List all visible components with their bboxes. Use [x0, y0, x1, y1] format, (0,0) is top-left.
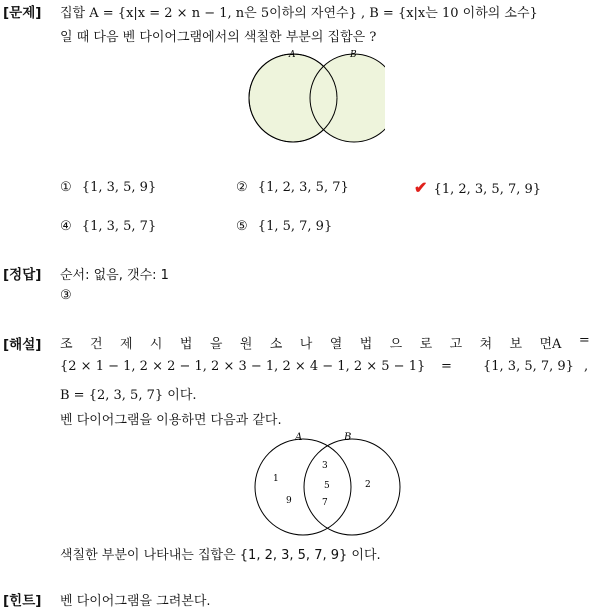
explanation-conclusion: 색칠한 부분이 나타내는 집합은 {1, 2, 3, 5, 7, 9} 이다. [60, 548, 381, 563]
explanation-line-1-word: 소 [269, 337, 283, 352]
option-4-text: {1, 3, 5, 7} [81, 219, 157, 234]
venn-element-3: 3 [322, 461, 328, 471]
explanation-line-1-word: 제 [119, 337, 133, 352]
venn-label-a: A [289, 50, 296, 60]
problem-venn-diagram [245, 46, 385, 152]
explanation-line-1 [60, 333, 590, 352]
option-3[interactable] [414, 178, 541, 197]
hint-text: 벤 다이어그램을 그려본다. [60, 594, 211, 609]
option-4-number: ④ [60, 219, 72, 234]
option-2-text: {1, 2, 3, 5, 7} [257, 180, 349, 195]
explanation-line-1-word: 보 [509, 337, 523, 352]
problem-line-2: 일 때 다음 벤 다이어그램에서의 색칠한 부분의 집합은 ? [60, 30, 377, 45]
explanation-line-1-word: 으 [389, 337, 403, 352]
explanation-venn-circle-b [304, 439, 400, 535]
explanation-line-1-word: 건 [89, 337, 103, 352]
explanation-line-1-word: 법 [359, 337, 373, 352]
option-5-number: ⑤ [236, 219, 248, 234]
answer-meta: 순서: 없음, 갯수: 1 [60, 268, 169, 283]
option-2-number: ② [236, 180, 248, 195]
explanation-venn-diagram [252, 428, 402, 546]
explanation-line-1-word: 쳐 [479, 337, 493, 352]
explanation-line-1-word: 을 [209, 337, 223, 352]
answer-tag: [정답] [3, 267, 42, 283]
venn-element-2: 2 [365, 480, 371, 490]
explanation-line-2-comma: , [584, 359, 589, 374]
explanation-venn-label-b: B [344, 432, 352, 443]
problem-tag: [문제] [3, 5, 42, 21]
option-1[interactable] [60, 180, 156, 195]
explanation-line-2-left: {2 × 1 − 1, 2 × 2 − 1, 2 × 3 − 1, 2 × 4 − 1, 2 × 5 − 1} [60, 359, 426, 374]
option-5[interactable] [236, 219, 332, 234]
option-1-number: ① [60, 180, 72, 195]
venn-label-b: B [350, 50, 357, 60]
correct-check-icon: ✔ [414, 178, 428, 197]
explanation-line-1-word: 시 [149, 337, 163, 352]
explanation-line-2-right: {1, 3, 5, 7, 9} [483, 359, 574, 374]
hint-tag: [힌트] [3, 593, 42, 609]
explanation-line-1-word: 나 [299, 337, 313, 352]
explanation-venn-circle-a [255, 439, 351, 535]
explanation-line-1-word: 법 [179, 337, 193, 352]
option-5-text: {1, 5, 7, 9} [257, 219, 333, 234]
explanation-line-1-word: 원 [239, 337, 253, 352]
explanation-line-1-word: 로 [419, 337, 433, 352]
option-4[interactable] [60, 219, 156, 234]
venn-element-5: 5 [324, 481, 330, 491]
option-3-text: {1, 2, 3, 5, 7, 9} [433, 182, 542, 197]
venn-element-1: 1 [273, 474, 279, 484]
explanation-venn-label-a: A [295, 432, 303, 443]
explanation-line-1-word: 면A [539, 337, 562, 352]
explanation-line-1-word: = [578, 333, 590, 348]
explanation-tag: [해설] [3, 337, 42, 353]
venn-element-7: 7 [322, 498, 328, 508]
explanation-line-2-eq: = [441, 359, 452, 374]
option-1-text: {1, 3, 5, 9} [81, 180, 157, 195]
problem-line-1: 집합 A = {x|x = 2 × n − 1, n은 5이하의 자연수} , B = {x|x는 10 이하의 소수} [60, 6, 538, 21]
explanation-line-4: 벤 다이어그램을 이용하면 다음과 같다. [60, 413, 282, 428]
explanation-line-3: B = {2, 3, 5, 7} 이다. [60, 388, 197, 403]
venn-element-9: 9 [286, 496, 292, 506]
explanation-line-1-word: 조 [60, 337, 73, 352]
option-2[interactable] [236, 180, 349, 195]
explanation-line-1-word: 열 [329, 337, 343, 352]
explanation-line-1-word: 고 [449, 337, 463, 352]
answer-value: ③ [60, 288, 72, 303]
